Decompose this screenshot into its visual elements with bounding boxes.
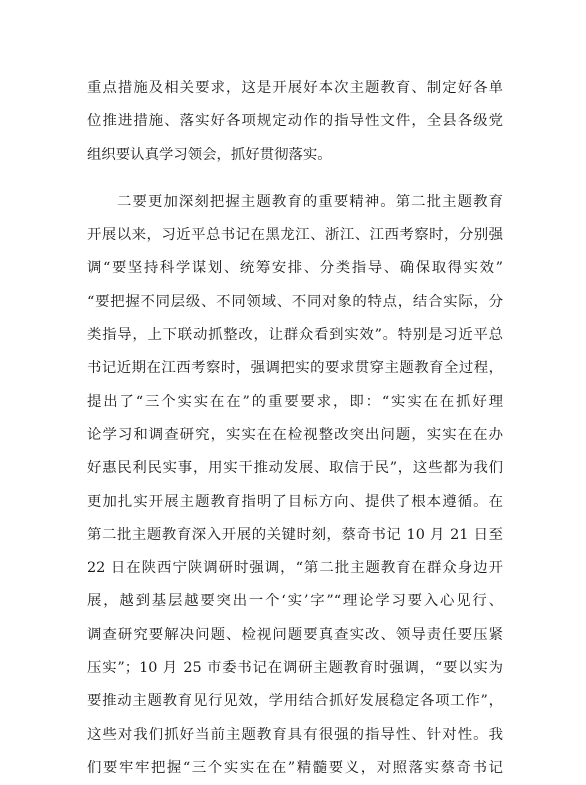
text-line: 书记近期在江西考察时，强调把实的要求贯穿主题教育全过程，: [87, 360, 503, 377]
text-line: 这些对我们抓好当前主题教育具有很强的指导性、针对性。我: [87, 726, 503, 743]
text-line: 22 日在陕西宁陕调研时强调，“第二批主题教育在群众身边开: [87, 560, 503, 577]
text-line: 更加扎实开展主题教育指明了目标方向、提供了根本遵循。在: [87, 493, 503, 510]
text-line: 组织要认真学习领会，抓好贯彻落实。: [87, 146, 332, 163]
text-line: 第二批主题教育深入开展的关键时刻，蔡奇书记 10 月 21 日至: [87, 526, 503, 543]
text-line: 类指导，上下联动抓整改，让群众看到实效”。特别是习近平总: [87, 327, 503, 344]
text-line: 位推进措施、落实好各项规定动作的指导性文件，全县各级党: [87, 113, 503, 130]
text-line: 好惠民利民实事，用实干推动发展、取信于民”，这些都为我们: [87, 460, 503, 477]
text-line: “要把握不同层级、不同领域、不同对象的特点，结合实际，分: [87, 293, 503, 310]
body-text: [87, 72, 503, 785]
text-line: 提出了“三个实实在在”的重要要求，即：“实实在在抓好理: [87, 393, 503, 410]
text-line: 论学习和调查研究，实实在在检视整改突出问题，实实在在办: [87, 426, 503, 443]
text-line: 重点措施及相关要求，这是开展好本次主题教育、制定好各单: [87, 80, 503, 96]
text-line: 展，越到基层越要突出一个‘实’字”“理论学习要入心见行、: [87, 593, 503, 610]
text-line: 要推动主题教育见行见效，学用结合抓好发展稳定各项工作”，: [87, 693, 503, 710]
paragraph-first-line: 二要更加深刻把握主题教育的重要精神。第二批主题教育: [117, 193, 503, 210]
text-line: 调“要坚持科学谋划、统筹安排、分类指导、确保取得实效”: [87, 260, 503, 277]
text-line: 调查研究要解决问题、检视问题要真查实改、领导责任要压紧: [87, 626, 503, 643]
text-line: 压实”；10 月 25 市委书记在调研主题教育时强调，“要以实为: [87, 660, 503, 677]
text-line: 开展以来，习近平总书记在黑龙江、浙江、江西考察时，分别强: [87, 227, 503, 244]
text-line: 们要牢牢把握“三个实实在在”精髓要义，对照落实蔡奇书记: [87, 759, 503, 776]
